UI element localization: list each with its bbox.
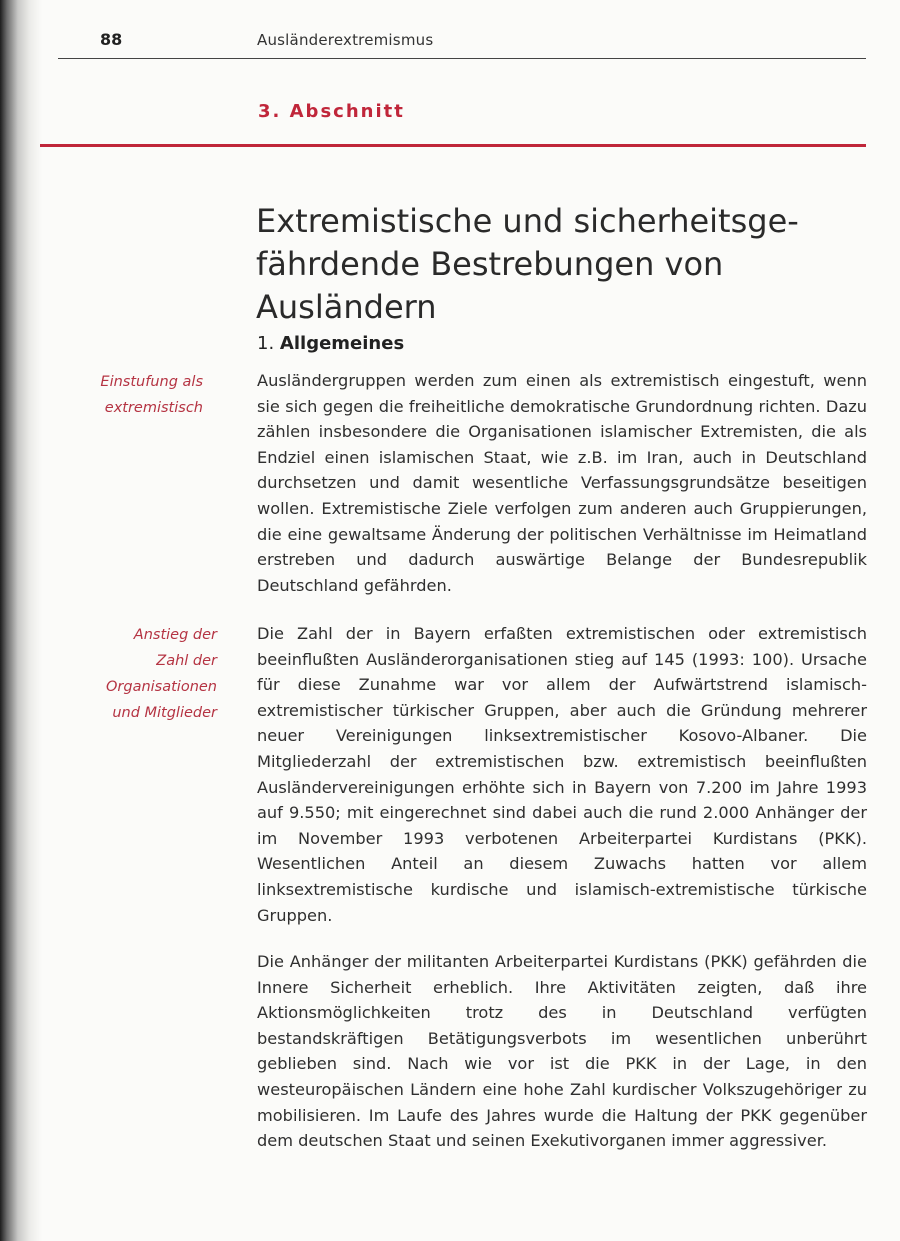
margin-note-line: Anstieg der [133,627,217,643]
margin-note-line: und Mitglieder [112,705,217,721]
subsection-title: Allgemeines [279,333,405,354]
margin-note-line: Organisationen [105,679,217,695]
subsection-number: 1. [257,333,275,354]
margin-note-line: extremistisch [104,400,203,416]
chapter-title [256,200,866,329]
paragraph-organization-increase: Die Zahl der in Bayern erfaßten extremistischen oder extremistisch beeinflußten Ausländerorganisationen stieg auf 145 (1993: 100). Ursache für diese Zunahme war vor allem der Aufwärtstrend islamisch-extremistischer türkischer Gruppen, aber auch die Gründung mehrerer neuer Vereinigungen linksextremistischer Kosovo-Albaner. Die Mitgliederzahl der extremistischen bzw. extremistisch beeinflußten Ausländervereinigungen erhöhte sich in Bayern von 7.200 im Jahre 1993 auf 9.550; mit eingerechnet sind dabei auch die rund 2.000 Anhänger der im November 1993 verbotenen Arbeiterpartei Kurdistans (PKK). Wesentlichen Anteil an diesem Zuwachs hatten vor allem linksextremistische kurdische und islamisch-extremistische türkische Gruppen. [257,624,867,925]
chapter-title-line-1: Extremistische und sicherheitsge- [256,202,799,240]
subsection-heading [257,333,404,354]
page-number: 88 [100,30,123,49]
margin-note-line: Zahl der [156,653,217,669]
running-header-title: Ausländerextremismus [257,31,434,49]
paragraph-pkk: Die Anhänger der militanten Arbeiterpartei Kurdistans (PKK) gefährden die Innere Sicherheit erheblich. Ihre Aktivitäten zeigten, daß ihre Aktionsmöglichkeiten trotz des in Deutschland verfügten bestandskräftigen Betätigungsverbots im wesentlichen unberührt geblieben sind. Nach wie vor ist die PKK in der Lage, in den westeuropäischen Ländern eine hohe Zahl kurdischer Volkszugehöriger zu mobilisieren. Im Laufe des Jahres wurde die Haltung der PKK gegenüber dem deutschen Staat und seinen Exekutivorganen immer aggressiver. [257,952,867,1151]
section-label: 3. Abschnitt [258,101,405,122]
chapter-title-line-2: fährdende Bestrebungen von Ausländern [256,245,724,326]
header-rule [58,58,866,59]
margin-note-increase [72,622,217,726]
paragraph-classification: Ausländergruppen werden zum einen als extremistisch eingestuft, wenn sie sich gegen die freiheitliche demokratische Grundordnung richten. Dazu zählen insbesondere die Organisationen islamischer Extremisten, die als Endziel einen islamischen Staat, wie z.B. im Iran, auch in Deutschland durchsetzen und damit wesentliche Verfassungsgrundsätze beseitigen wollen. Extremistische Ziele verfolgen zum anderen auch Gruppierungen, die eine gewaltsame Änderung der politischen Verhältnisse im Heimatland erstreben und dadurch auswärtige Belange der Bundesrepublik Deutschland gefährden. [257,371,867,595]
section-rule [40,144,866,147]
book-binding-shadow [0,0,42,1241]
margin-note-line: Einstufung als [100,374,203,390]
margin-note-classification [58,369,203,421]
